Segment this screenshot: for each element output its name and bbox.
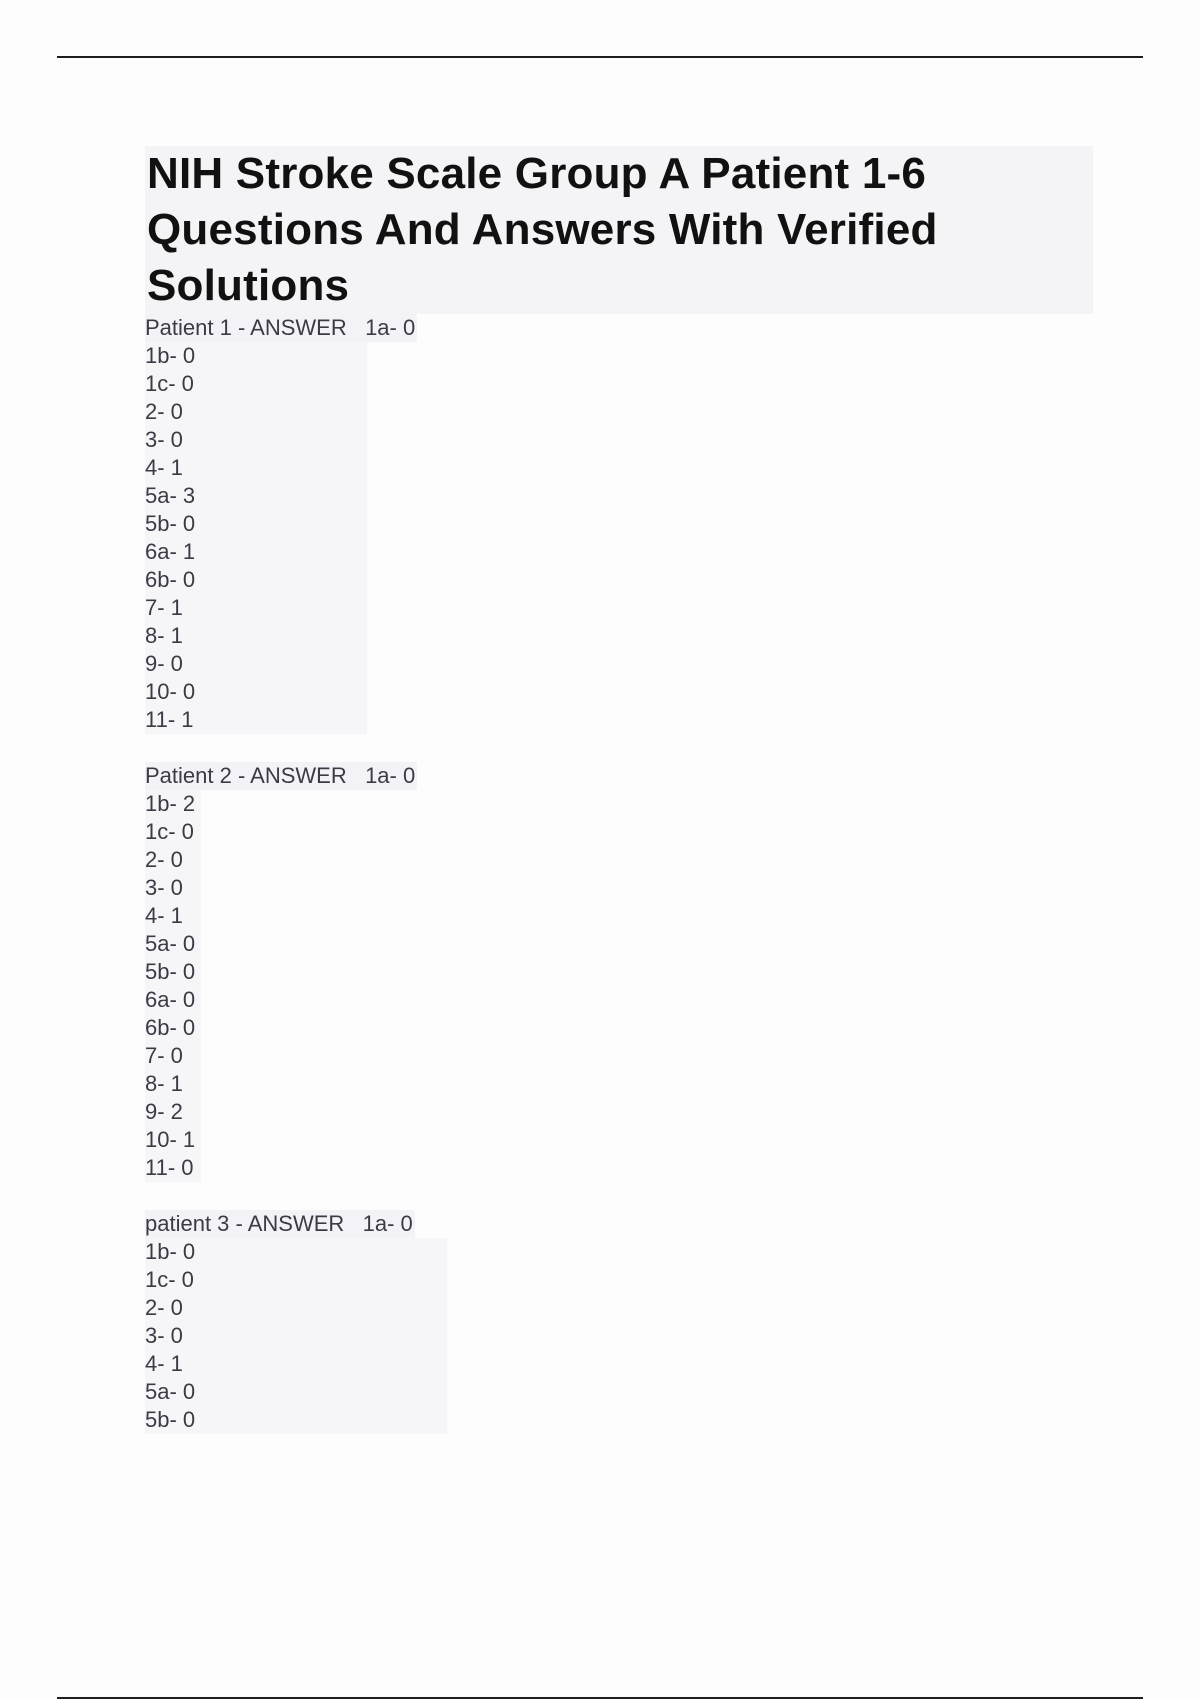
- score-line: 6b- 0: [145, 567, 196, 592]
- score-line: 1c- 0: [145, 1267, 194, 1292]
- patient-1-section: [145, 314, 1095, 734]
- score-line: 6a- 1: [145, 539, 196, 564]
- score-line: 6b- 0: [145, 1015, 196, 1040]
- score-line: 5a- 0: [145, 931, 196, 956]
- score-line: 10- 0: [145, 679, 196, 704]
- patient-2-header: Patient 2 - ANSWER 1a- 0: [145, 763, 416, 788]
- top-rule: [57, 56, 1143, 58]
- score-line: 9- 0: [145, 651, 183, 676]
- score-line: 10- 1: [145, 1127, 196, 1152]
- score-line: 3- 0: [145, 875, 183, 900]
- score-line: 5b- 0: [145, 959, 196, 984]
- score-line: 5b- 0: [145, 511, 196, 536]
- score-line: 2- 0: [145, 1295, 183, 1320]
- score-line: 5a- 0: [145, 1379, 196, 1404]
- score-line: 7- 0: [145, 1043, 183, 1068]
- score-line: 7- 1: [145, 595, 183, 620]
- score-line: 8- 1: [145, 623, 183, 648]
- score-line: 4- 1: [145, 903, 183, 928]
- score-line: 9- 2: [145, 1099, 183, 1124]
- score-line: 3- 0: [145, 1323, 183, 1348]
- score-line: 1b- 0: [145, 1239, 196, 1264]
- score-line: 6a- 0: [145, 987, 196, 1012]
- patient-2-scores: [145, 790, 201, 1182]
- document-title: NIH Stroke Scale Group A Patient 1-6 Questions And Answers With Verified Solutions: [147, 149, 938, 310]
- score-line: 2- 0: [145, 847, 183, 872]
- document-body: [145, 146, 1095, 1462]
- score-line: 3- 0: [145, 427, 183, 452]
- patient-2-section: [145, 762, 1095, 1182]
- score-line: 1b- 0: [145, 343, 196, 368]
- score-line: 2- 0: [145, 399, 183, 424]
- score-line: 11- 1: [145, 707, 194, 732]
- score-line: 8- 1: [145, 1071, 183, 1096]
- score-line: 1c- 0: [145, 371, 194, 396]
- patient-3-section: [145, 1210, 1095, 1434]
- score-line: 4- 1: [145, 455, 183, 480]
- patient-3-header: patient 3 - ANSWER 1a- 0: [145, 1211, 413, 1236]
- score-line: 1b- 2: [145, 791, 196, 816]
- patient-1-scores: [145, 342, 367, 734]
- bottom-rule: [57, 1697, 1143, 1699]
- title-block: [145, 146, 1093, 314]
- patient-1-header: Patient 1 - ANSWER 1a- 0: [145, 315, 416, 340]
- patient-3-scores: [145, 1238, 447, 1434]
- score-line: 1c- 0: [145, 819, 194, 844]
- score-line: 11- 0: [145, 1155, 194, 1180]
- score-line: 5a- 3: [145, 483, 196, 508]
- score-line: 5b- 0: [145, 1407, 196, 1432]
- score-line: 4- 1: [145, 1351, 183, 1376]
